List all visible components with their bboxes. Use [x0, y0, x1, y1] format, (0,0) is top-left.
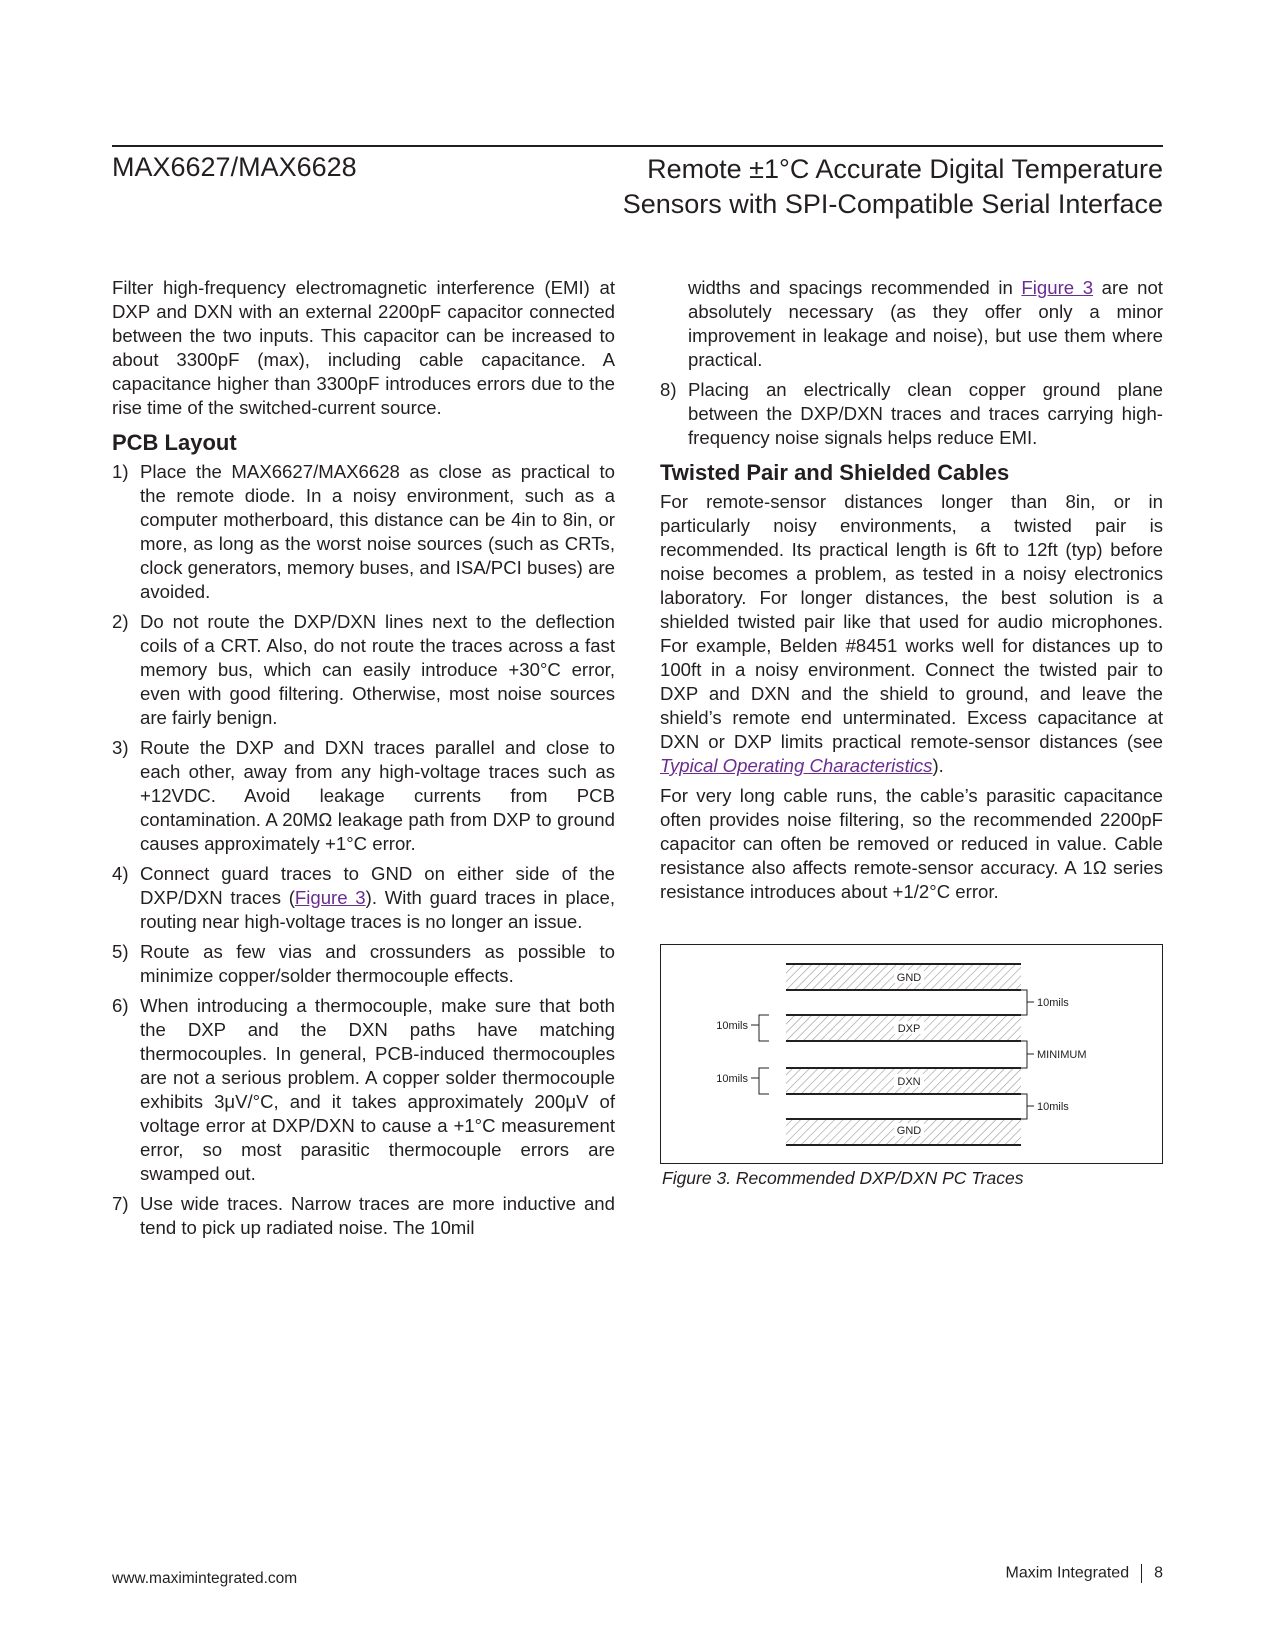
list-item [112, 610, 615, 730]
trace-label: GND [896, 1125, 922, 1137]
list-text: Placing an electrically clean copper ground plane between the DXP/DXN traces and traces carrying high-frequency noise signals helps reduce EMI. [688, 379, 1163, 448]
list-text: Do not route the DXP/DXN lines next to the deflection coils of a CRT. Also, do not route the traces across a fast memory bus, which can easily introduce +30°C error, even with good filtering. Otherwise, most noise sources are fairly benign. [140, 611, 615, 728]
trace-label: DXP [897, 1023, 921, 1035]
page-title [623, 152, 1163, 222]
page-number: 8 [1154, 1564, 1163, 1582]
list-number: 2) [112, 611, 129, 632]
cont-pre: widths and spacings recommended in [688, 277, 1022, 298]
list-number: 8) [660, 379, 677, 400]
dimension-label: 10mils [716, 1073, 748, 1085]
figure-3-link[interactable]: Figure 3 [1021, 277, 1094, 298]
part-number: MAX6627/MAX6628 [112, 152, 357, 182]
title-line-1: Remote ±1°C Accurate Digital Temperature [647, 154, 1163, 184]
list-item [112, 862, 615, 934]
left-dimension-1 [751, 1015, 769, 1041]
pcb-layout-heading: PCB Layout [112, 430, 237, 455]
trace-gnd-top [786, 964, 1021, 990]
typical-operating-characteristics-link[interactable]: Typical Operating Characteristics [660, 755, 933, 776]
figure-3-caption: Figure 3. Recommended DXP/DXN PC Traces [662, 1168, 1024, 1188]
para-pre: For remote-sensor distances longer than 8in, or in particularly noisy environments, a twisted pair is recommended. Its practical length is 6ft to 12ft (typ) before noise becomes a problem, as tested in a noisy electronics laboratory. For longer distances, the best solution is a shielded twisted pair like that used for audio microphones. For example, Belden #8451 works well for distances up to 100ft in a noisy environment. Connect the twisted pair to DXP and DXN and the shield to ground, and leave the shield’s remote end unterminated. Excess capacitance at DXN or DXP limits practical remote-sensor distances (see [660, 491, 1163, 752]
list-number: 4) [112, 863, 129, 884]
list-number: 6) [112, 995, 129, 1016]
list-text-pre: Connect guard traces to GND on either side of the DXP/DXN traces ( [140, 863, 615, 908]
footer-divider [1141, 1564, 1142, 1583]
list-item [112, 994, 615, 1186]
list-text: Route as few vias and crossunders as possible to minimize copper/solder thermocouple effects. [140, 941, 615, 986]
list-text [140, 862, 615, 934]
right-column [660, 276, 1163, 910]
right-dimension-3 [1013, 1094, 1034, 1119]
list-number: 5) [112, 941, 129, 962]
list-text: When introducing a thermocouple, make sure that both the DXP and the DXN paths have matching thermocouples. In general, PCB-induced thermocouples are not a serious problem. A copper solder thermocouple exhibits 3μV/°C, and it takes approximately 200μV of voltage error at DXP/DXN to cause a +1°C measurement error, so most parasitic thermocouple errors are swamped out. [140, 995, 615, 1184]
list-text: Route the DXP and DXN traces parallel and close to each other, away from any high-voltage traces such as +12VDC. Avoid leakage currents from PCB contamination. A 20MΩ leakage path from DXP to ground causes approximately +1°C error. [140, 737, 615, 854]
long-cable-paragraph: For very long cable runs, the cable’s parasitic capacitance often provides noise filtering, so the recommended 2200pF capacitor can often be removed or reduced in value. Cable resistance also affects remote-sensor accuracy. A 1Ω series resistance introduces about +1/2°C error. [660, 785, 1163, 902]
right-dimension-1 [1013, 990, 1034, 1015]
twisted-pair-paragraph [660, 490, 1163, 778]
trace-label: GND [896, 972, 922, 984]
pc-traces-diagram [661, 945, 1162, 1163]
trace-dxn [786, 1068, 1021, 1094]
footer-right [1005, 1564, 1163, 1583]
list-item [112, 1192, 615, 1240]
trace-dxp [786, 1015, 1021, 1041]
trace-gnd-bottom [786, 1119, 1021, 1145]
title-line-2: Sensors with SPI-Compatible Serial Interface [622, 189, 1163, 219]
twisted-pair-heading: Twisted Pair and Shielded Cables [660, 460, 1010, 485]
list-item [112, 460, 615, 604]
trace-label: DXN [897, 1076, 921, 1088]
list-item-7-continued [660, 276, 1163, 372]
figure-3-box [660, 944, 1163, 1164]
figure-3-link[interactable]: Figure 3 [294, 887, 366, 908]
left-dimension-2 [751, 1068, 769, 1094]
footer-url[interactable]: www.maximintegrated.com [112, 1570, 298, 1587]
cont-post: are not absolutely necessary (as they offer only a minor improvement in leakage and noise), but use them where practical. [688, 277, 1163, 370]
right-dimension-2 [1013, 1041, 1034, 1068]
list-number: 7) [112, 1193, 129, 1214]
dimension-label: 10mils [716, 1020, 748, 1032]
footer-company: Maxim Integrated [1005, 1564, 1130, 1582]
dimension-label: MINIMUM [1037, 1049, 1087, 1061]
emi-intro-paragraph: Filter high-frequency electromagnetic interference (EMI) at DXP and DXN with an external 2200pF capacitor connected between the two inputs. This capacitor can be increased to about 3300pF (max), including cable capacitance. A capacitance higher than 3300pF introduces errors due to the rise time of the switched-current source. [112, 277, 615, 418]
list-number: 1) [112, 461, 129, 482]
list-text-post: ). With guard traces in place, routing near high-voltage traces is no longer an issue. [140, 887, 615, 932]
dimension-label: 10mils [1037, 1101, 1069, 1113]
para-post: ). [932, 755, 944, 776]
list-text: Use wide traces. Narrow traces are more inductive and tend to pick up radiated noise. The 10mil [140, 1193, 615, 1238]
list-item [112, 736, 615, 856]
list-item [112, 940, 615, 988]
dimension-label: 10mils [1037, 997, 1069, 1009]
list-item [660, 378, 1163, 450]
list-text: Place the MAX6627/MAX6628 as close as practical to the remote diode. In a noisy environment, such as a computer motherboard, this distance can be 4in to 8in, or more, as long as the worst noise sources (such as CRTs, clock generators, memory buses, and ISA/PCI buses) are avoided. [140, 461, 615, 602]
left-column [112, 276, 615, 1246]
header-rule [112, 145, 1163, 147]
list-number: 3) [112, 737, 129, 758]
